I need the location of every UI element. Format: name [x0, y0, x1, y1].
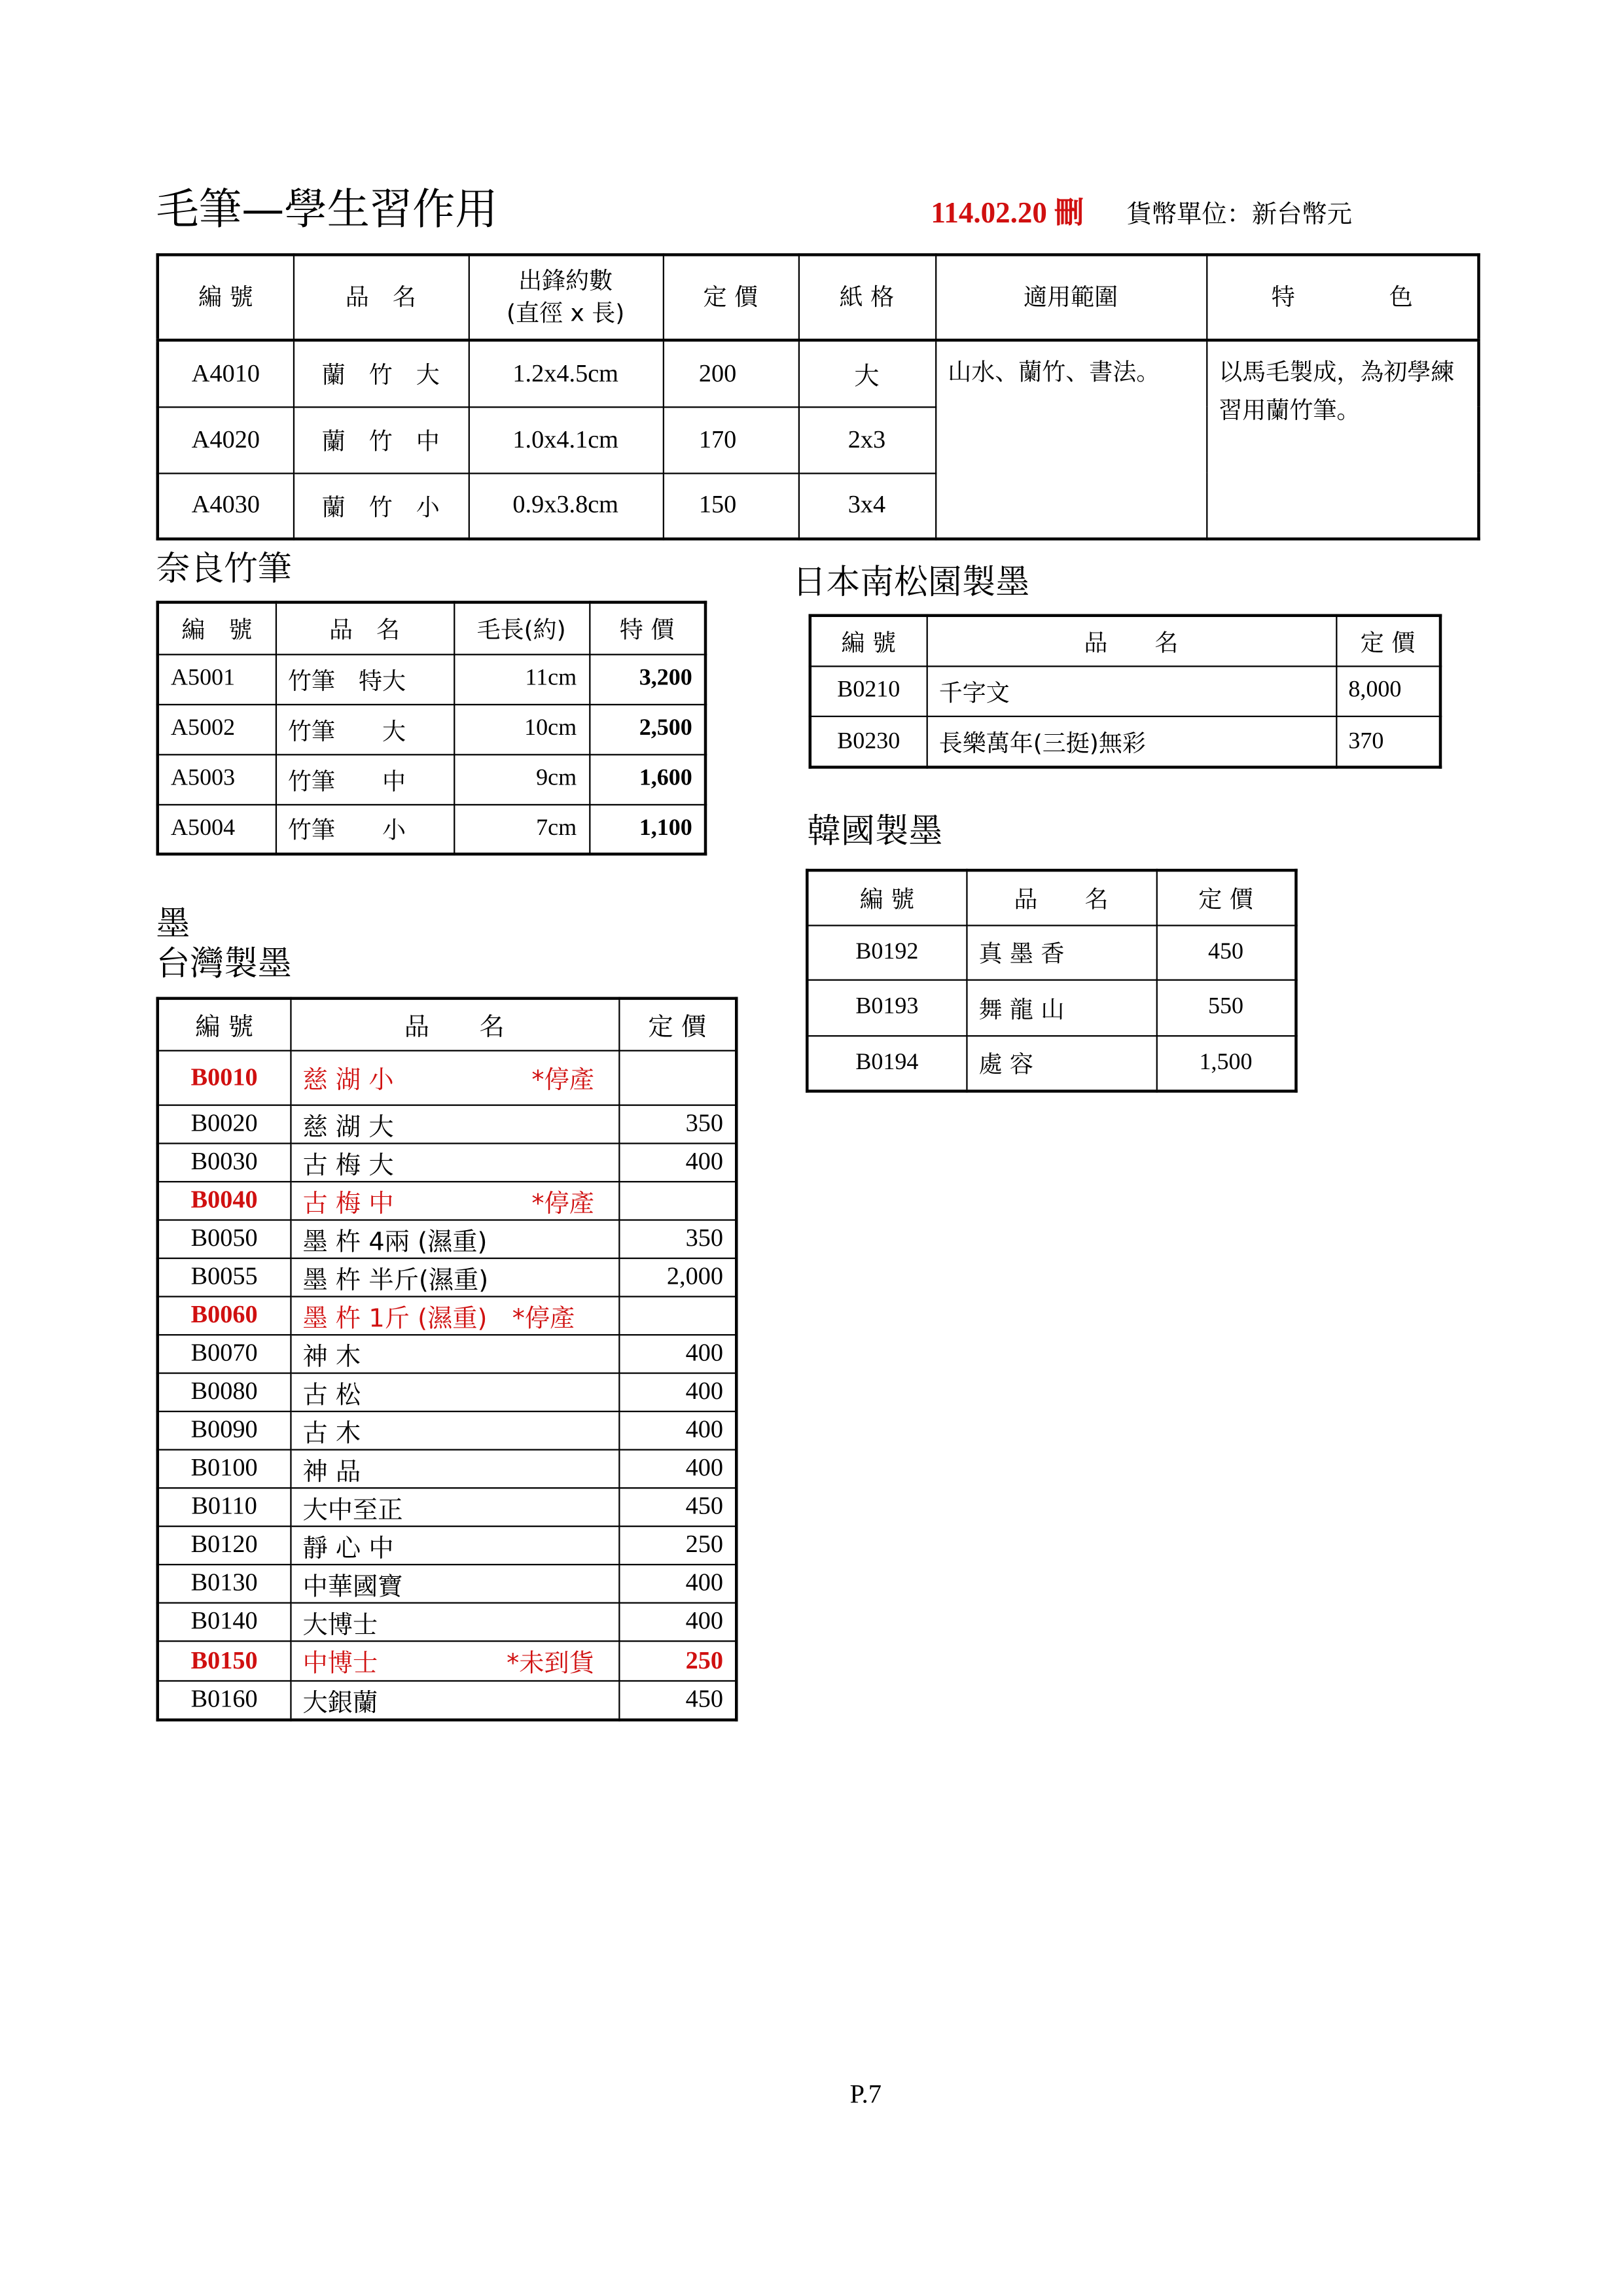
item-name: [290, 1142, 618, 1181]
table-cell: 8,000: [1336, 665, 1440, 716]
column-header: 編 號: [158, 602, 276, 654]
table-cell: 處 容: [966, 1035, 1156, 1090]
item-name: [290, 1487, 618, 1526]
korea-ink-table: [806, 869, 1298, 1092]
table-row: [158, 804, 705, 855]
table-row: [158, 1487, 736, 1526]
table-row: [158, 1142, 736, 1181]
brush-table: [156, 253, 1480, 540]
column-header: 定 價: [618, 998, 736, 1050]
table-cell: 2x3: [798, 406, 935, 472]
table-row: [158, 1219, 736, 1258]
table-cell: 竹筆 中: [276, 754, 454, 804]
column-header: 定 價: [663, 255, 798, 340]
discontinued-row: [158, 1181, 736, 1220]
table-cell: 1,600: [589, 754, 705, 804]
column-header: 品 名: [293, 255, 469, 340]
table-cell: 170: [663, 406, 798, 472]
item-price: [618, 1050, 736, 1104]
table-row: [158, 1526, 736, 1564]
table-cell: 蘭 竹 大: [293, 340, 469, 406]
column-header: 定 價: [1336, 616, 1440, 666]
item-name-text: 中博士: [302, 1649, 378, 1679]
table-cell: 真 墨 香: [966, 925, 1156, 980]
table-cell: 3,200: [589, 654, 705, 704]
item-code: B0150: [158, 1640, 291, 1680]
item-name-text: 墨 杵 1斤 (濕重) *停產: [302, 1303, 575, 1333]
item-code: B0055: [158, 1258, 291, 1296]
item-name: [290, 1050, 618, 1104]
item-price: 450: [618, 1487, 736, 1526]
header-row: [158, 602, 705, 654]
item-code: B0100: [158, 1449, 291, 1487]
table-row: [807, 1035, 1296, 1090]
item-name: [290, 1104, 618, 1143]
korea-heading: 韓國製墨: [807, 813, 943, 851]
table-row: [158, 340, 1479, 406]
taiwan-ink-table: [156, 997, 738, 1722]
header-row: [158, 998, 736, 1050]
item-name-text: 慈 湖 小: [302, 1066, 394, 1096]
table-cell: B0192: [807, 925, 966, 980]
status-note: *未到貨: [507, 1649, 595, 1679]
item-name: [290, 1449, 618, 1487]
item-name-text: 古 松: [302, 1380, 361, 1410]
column-header: 品 名: [290, 998, 618, 1050]
table-cell: 10cm: [454, 704, 589, 754]
item-name: [290, 1258, 618, 1296]
table-cell: 550: [1156, 980, 1296, 1035]
item-price: [618, 1296, 736, 1334]
currency-unit: 貨幣單位：新台幣元: [1126, 200, 1352, 230]
column-header: 品 名: [276, 602, 454, 654]
item-code: B0060: [158, 1296, 291, 1334]
table-cell: 3x4: [798, 472, 935, 539]
item-name-text: 慈 湖 大: [302, 1112, 394, 1142]
table-cell: B0210: [810, 665, 927, 716]
item-price: 400: [618, 1602, 736, 1641]
table-row: [158, 1602, 736, 1641]
item-name-text: 古 梅 大: [302, 1150, 394, 1180]
item-price: 350: [618, 1104, 736, 1143]
item-price: [618, 1181, 736, 1220]
table-cell: 200: [663, 340, 798, 406]
table-row: [158, 654, 705, 704]
column-header: 適用範圍: [935, 255, 1206, 340]
table-cell: 150: [663, 472, 798, 539]
table-cell: 竹筆 大: [276, 704, 454, 754]
table-row: [158, 1411, 736, 1449]
table-cell: 竹筆 特大: [276, 654, 454, 704]
table-cell: 1,500: [1156, 1035, 1296, 1090]
item-code: B0160: [158, 1680, 291, 1720]
table-cell: 1.2x4.5cm: [469, 340, 663, 406]
item-code: B0020: [158, 1104, 291, 1143]
item-code: B0110: [158, 1487, 291, 1526]
table-cell: 蘭 竹 中: [293, 406, 469, 472]
item-code: B0050: [158, 1219, 291, 1258]
item-price: 400: [618, 1334, 736, 1373]
column-header: 編 號: [158, 998, 291, 1050]
item-name: [290, 1372, 618, 1411]
item-name: [290, 1181, 618, 1220]
header-row: [807, 870, 1296, 925]
item-name: [290, 1296, 618, 1334]
item-price: 250: [618, 1526, 736, 1564]
revision-date: 114.02.20 刪: [931, 197, 1084, 230]
item-price: 400: [618, 1411, 736, 1449]
ink-section-heading: 墨: [156, 906, 190, 944]
table-cell: A4020: [158, 406, 293, 472]
column-header: 特 價: [589, 602, 705, 654]
table-cell: 竹筆 小: [276, 804, 454, 855]
table-cell: 舞 龍 山: [966, 980, 1156, 1035]
table-cell: 7cm: [454, 804, 589, 855]
item-name-text: 墨 杵 4兩 (濕重): [302, 1227, 488, 1257]
table-row: [158, 1680, 736, 1720]
item-name: [290, 1680, 618, 1720]
status-note: *停產: [531, 1066, 595, 1096]
item-code: B0090: [158, 1411, 291, 1449]
table-row: [158, 1258, 736, 1296]
table-row: [158, 1372, 736, 1411]
table-cell: A5004: [158, 804, 276, 855]
item-price: 350: [618, 1219, 736, 1258]
table-cell: 11cm: [454, 654, 589, 704]
table-cell: A4030: [158, 472, 293, 539]
table-row: [158, 704, 705, 754]
item-name-text: 大中至正: [302, 1495, 403, 1525]
table-cell: B0193: [807, 980, 966, 1035]
column-header: 紙 格: [798, 255, 935, 340]
item-name: [290, 1334, 618, 1373]
item-name-text: 神 木: [302, 1342, 361, 1372]
header-row: [158, 255, 1479, 340]
table-cell: A4010: [158, 340, 293, 406]
item-price: 400: [618, 1449, 736, 1487]
taiwan-heading: 台灣製墨: [156, 945, 292, 984]
page-title: 毛筆—學生習作用: [156, 184, 498, 234]
item-name-text: 大銀蘭: [302, 1688, 378, 1718]
table-row: [158, 754, 705, 804]
item-price: 250: [618, 1640, 736, 1680]
item-name: [290, 1564, 618, 1602]
item-code: B0120: [158, 1526, 291, 1564]
table-cell: B0230: [810, 716, 927, 768]
column-header: 毛長(約): [454, 602, 589, 654]
column-header: 品 名: [966, 870, 1156, 925]
japan-ink-table: [809, 614, 1442, 768]
table-cell: 大: [798, 340, 935, 406]
item-code: B0010: [158, 1050, 291, 1104]
discontinued-row: [158, 1050, 736, 1104]
nara-heading: 奈良竹筆: [156, 550, 292, 590]
status-note: *停產: [531, 1189, 595, 1219]
item-code: B0030: [158, 1142, 291, 1181]
item-name-text: 靜 心 中: [302, 1533, 394, 1563]
item-code: B0140: [158, 1602, 291, 1641]
table-cell: 0.9x3.8cm: [469, 472, 663, 539]
column-header: 編 號: [807, 870, 966, 925]
table-cell: A5003: [158, 754, 276, 804]
table-cell: A5002: [158, 704, 276, 754]
table-cell: 9cm: [454, 754, 589, 804]
table-cell: 長樂萬年(三挺)無彩: [927, 716, 1336, 768]
item-code: B0080: [158, 1372, 291, 1411]
item-price: 450: [618, 1680, 736, 1720]
item-name-text: 古 梅 中: [302, 1189, 394, 1219]
table-row: [807, 925, 1296, 980]
table-cell: 1.0x4.1cm: [469, 406, 663, 472]
item-price: 400: [618, 1372, 736, 1411]
table-row: [158, 1449, 736, 1487]
table-cell: A5001: [158, 654, 276, 704]
table-cell: 370: [1336, 716, 1440, 768]
item-name: [290, 1526, 618, 1564]
item-name: [290, 1602, 618, 1641]
scope-cell: 山水、蘭竹、書法。: [935, 340, 1206, 539]
table-cell: 蘭 竹 小: [293, 472, 469, 539]
japan-heading: 日本南松園製墨: [792, 563, 1030, 603]
column-header: 定 價: [1156, 870, 1296, 925]
table-cell: 1,100: [589, 804, 705, 855]
item-name-text: 中華國寶: [302, 1572, 403, 1602]
item-name-text: 墨 杵 半斤(濕重): [302, 1265, 489, 1296]
item-name: [290, 1411, 618, 1449]
table-row: [810, 716, 1440, 768]
item-code: B0130: [158, 1564, 291, 1602]
table-row: [810, 665, 1440, 716]
header-row: [810, 616, 1440, 666]
table-row: [158, 1104, 736, 1143]
item-name-text: 神 品: [302, 1457, 361, 1487]
item-name-text: 古 木: [302, 1419, 361, 1449]
item-name: [290, 1219, 618, 1258]
nara-brush-table: [156, 601, 707, 855]
table-cell: B0194: [807, 1035, 966, 1090]
column-header: 編 號: [158, 255, 293, 340]
table-row: [807, 980, 1296, 1035]
column-header: 品 名: [927, 616, 1336, 666]
item-name-text: 大博士: [302, 1610, 378, 1640]
column-header: 編 號: [810, 616, 927, 666]
table-row: [158, 1564, 736, 1602]
item-code: B0040: [158, 1181, 291, 1220]
table-cell: 2,500: [589, 704, 705, 754]
item-price: 400: [618, 1564, 736, 1602]
discontinued-row: [158, 1296, 736, 1334]
feature-cell: 以馬毛製成，為初學練習用蘭竹筆。: [1206, 340, 1478, 539]
page-number: P.7: [849, 2079, 882, 2109]
item-name: [290, 1640, 618, 1680]
table-cell: 千字文: [927, 665, 1336, 716]
item-price: 400: [618, 1142, 736, 1181]
column-header: 特 色: [1206, 255, 1478, 340]
table-row: [158, 1334, 736, 1373]
discontinued-row: [158, 1640, 736, 1680]
column-header: 出鋒約數 (直徑 x 長): [469, 255, 663, 340]
item-price: 2,000: [618, 1258, 736, 1296]
table-cell: 450: [1156, 925, 1296, 980]
item-code: B0070: [158, 1334, 291, 1373]
